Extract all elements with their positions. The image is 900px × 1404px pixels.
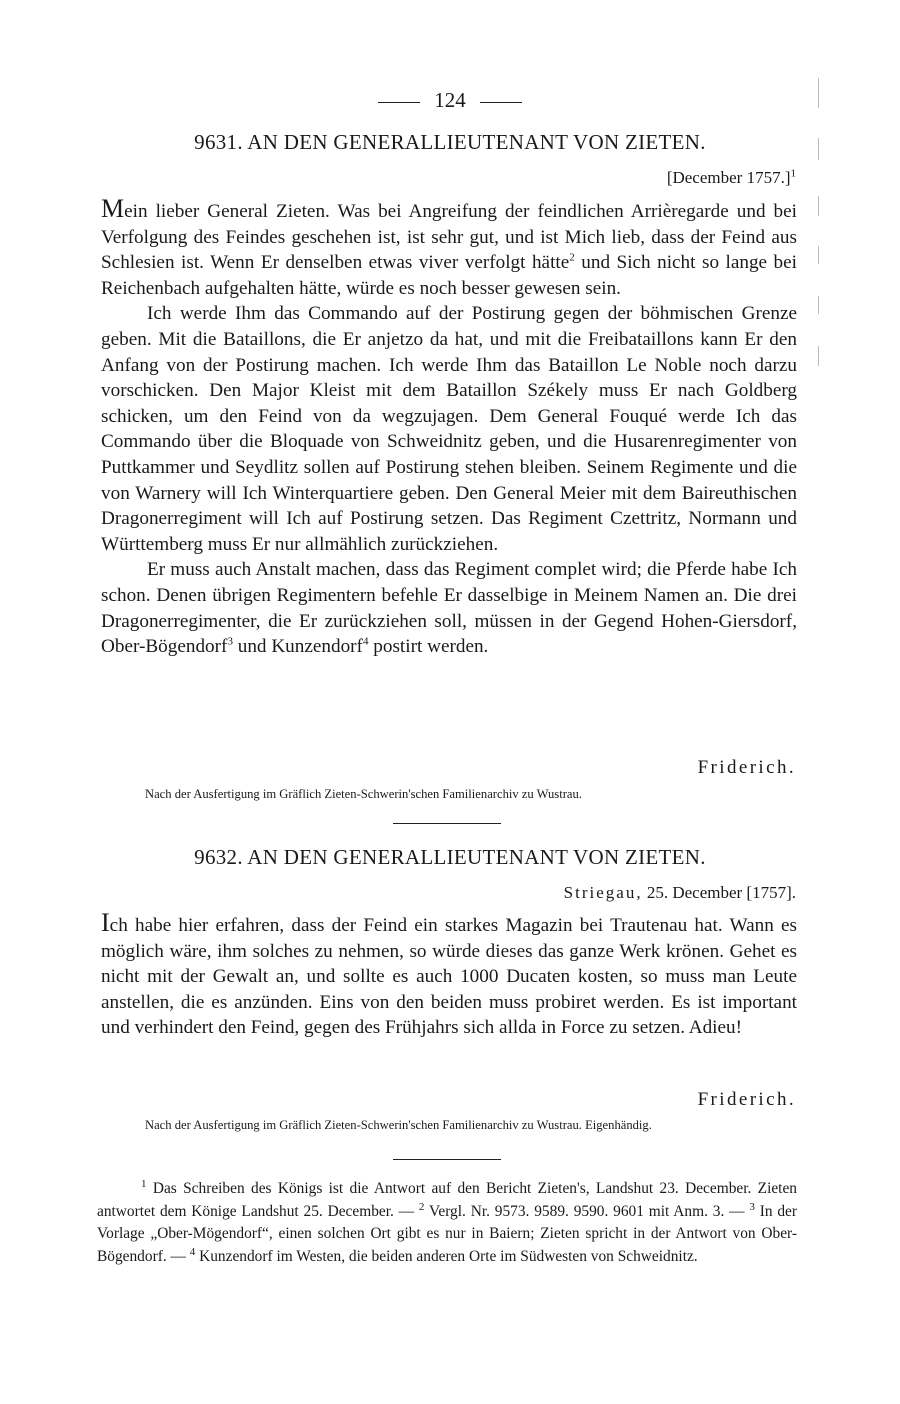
letter-body [101, 910, 797, 1041]
source-text: Nach der Ausfertigung im Gräflich Zieten-Schwerin'schen Familienarchiv zu Wustrau. [145, 787, 582, 801]
footnote-number: 3 [749, 1200, 755, 1213]
paragraph [101, 557, 797, 659]
page-number-value: 124 [434, 88, 466, 112]
letter-dateline [564, 883, 796, 903]
footnote-rule [393, 1159, 501, 1160]
paragraph-text: Er muss auch Anstalt machen, dass das Regiment complet wird; die Pferde habe Ich schon. Denen übrigen Regimentern befehle Er dasselbige in Meinem Namen an. Die drei Dragonerregimenter, die Er zurückziehen soll, müssen in der Gegend Hohen-Giersdorf, Ober-Bögendorf [101, 559, 797, 658]
paragraph [101, 910, 797, 1041]
margin-mark [818, 196, 819, 216]
footnote-text: Das Schreiben des Königs ist die Antwort auf den Bericht Zieten's, Landshut 23. December. Zieten antwortet dem Könige Landshut 25. December. — [97, 1180, 797, 1220]
source-note [101, 786, 797, 803]
paragraph-text: und Kunzendorf [232, 636, 363, 658]
margin-mark [818, 138, 819, 160]
paragraph: Ich werde Ihm das Commando auf der Postirung gegen der böhmischen Grenze geben. Mit die Bataillons, die Er anjetzo da hat, und mit die Freibataillons kann Er den Anfang von der Postirung machen. Ich werde Ihm das Bataillon Le Noble noch darzu vorschicken. Den Major Kleist mit dem Bataillon Székely muss Er nach Goldberg schicken, um den Feind von da wegzujagen. Dem General Fouqué werde Ich das Commando über die Bloquade von Schweidnitz geben, und die Husarenregimenter von Puttkammer und Seydlitz sollen auf Postirung stehen bleiben. Seinem Regimente und die von Warnery will Ich Winterquartiere geben. Den General Meier mit dem Baireuthischen Dragonerregiment will Ich auf Postirung setzen. Das Regiment Czettritz, Normann und Württemberg muss Er nur allmählich zurückziehen. [101, 303, 797, 555]
footnote-number: 1 [141, 1177, 147, 1190]
separator-rule [393, 823, 501, 824]
paragraph-text: ch habe hier erfahren, dass der Feind ein starkes Magazin bei Trautenau hat. Wann es möglich wäre, ihm solches zu nehmen, so würde dieses das ganze Werk krönen. Gehet es nicht mit der Gewalt an, und sollte es auch 1000 Ducaten kosten, so muss man Leute anstellen, die es anzünden. Eins von den beiden muss probiret werden. Es ist important und verhindert den Feind, gegen des Frühjahrs sich allda in Force zu setzen. Adieu! [101, 915, 797, 1039]
footnote-marker: 2 [569, 251, 575, 264]
letter-body [101, 196, 797, 660]
source-text: Nach der Ausfertigung im Gräflich Zieten-Schwerin'schen Familienarchiv zu Wustrau. Eigenhändig. [145, 1118, 652, 1132]
letter-dateline [667, 168, 796, 188]
footnote-marker: 1 [790, 167, 796, 180]
page-number-dash-right [480, 102, 522, 103]
signature: Friderich. [697, 757, 796, 778]
initial-letter: I [101, 908, 110, 937]
initial-letter: M [101, 194, 125, 223]
source-note [101, 1117, 797, 1134]
footnote-block [97, 1178, 797, 1268]
footnote-number: 4 [189, 1245, 196, 1258]
footnote-marker: 4 [362, 635, 369, 648]
margin-mark [818, 346, 819, 366]
letter-heading: 9632. AN DEN GENERALLIEUTENANT VON ZIETEN. [194, 845, 706, 869]
footnote-text: Kunzendorf im Westen, die beiden anderen Orte im Südwesten von Schweidnitz. [195, 1247, 698, 1265]
dateline-text: [December 1757.] [666, 168, 791, 187]
margin-mark [818, 246, 819, 264]
letter-heading: 9631. AN DEN GENERALLIEUTENANT VON ZIETEN. [194, 130, 706, 154]
paragraph-text: ein lieber General Zieten. Was bei Angreifung der feindlichen Arrièregarde und bei Verfolgung des Feindes geschehen ist, ist sehr gut, und ist Mich lieb, dass der Feind aus Schlesien ist. Wenn Er denselben etwas viver verfolgt hätte [101, 201, 797, 274]
page-number [0, 88, 900, 113]
paragraph [101, 196, 797, 301]
footnote-text: Vergl. Nr. 9573. 9589. 9590. 9601 mit Anm. 3. — [424, 1202, 750, 1220]
footnote-number: 2 [418, 1200, 425, 1213]
signature: Friderich. [697, 1089, 796, 1110]
paragraph-text: postirt werden. [368, 636, 489, 658]
dateline-text: 25. December [1757]. [646, 883, 796, 902]
margin-mark [818, 296, 819, 314]
page-number-dash-left [378, 102, 420, 103]
footnotes [97, 1178, 797, 1268]
dateline-place: Striegau, [563, 883, 643, 902]
paragraph-text: und Sich nicht so lange bei Reichenbach aufgehalten hätte, würde es noch besser gewesen sein. [101, 252, 797, 299]
footnote-marker: 3 [227, 635, 233, 648]
footnote-text: In der Vorlage „Ober-Mögendorf“, einen solchen Ort gibt es nur in Baiern; Zieten spricht in der Antwort von Ober-Bögendorf. — [97, 1202, 798, 1265]
